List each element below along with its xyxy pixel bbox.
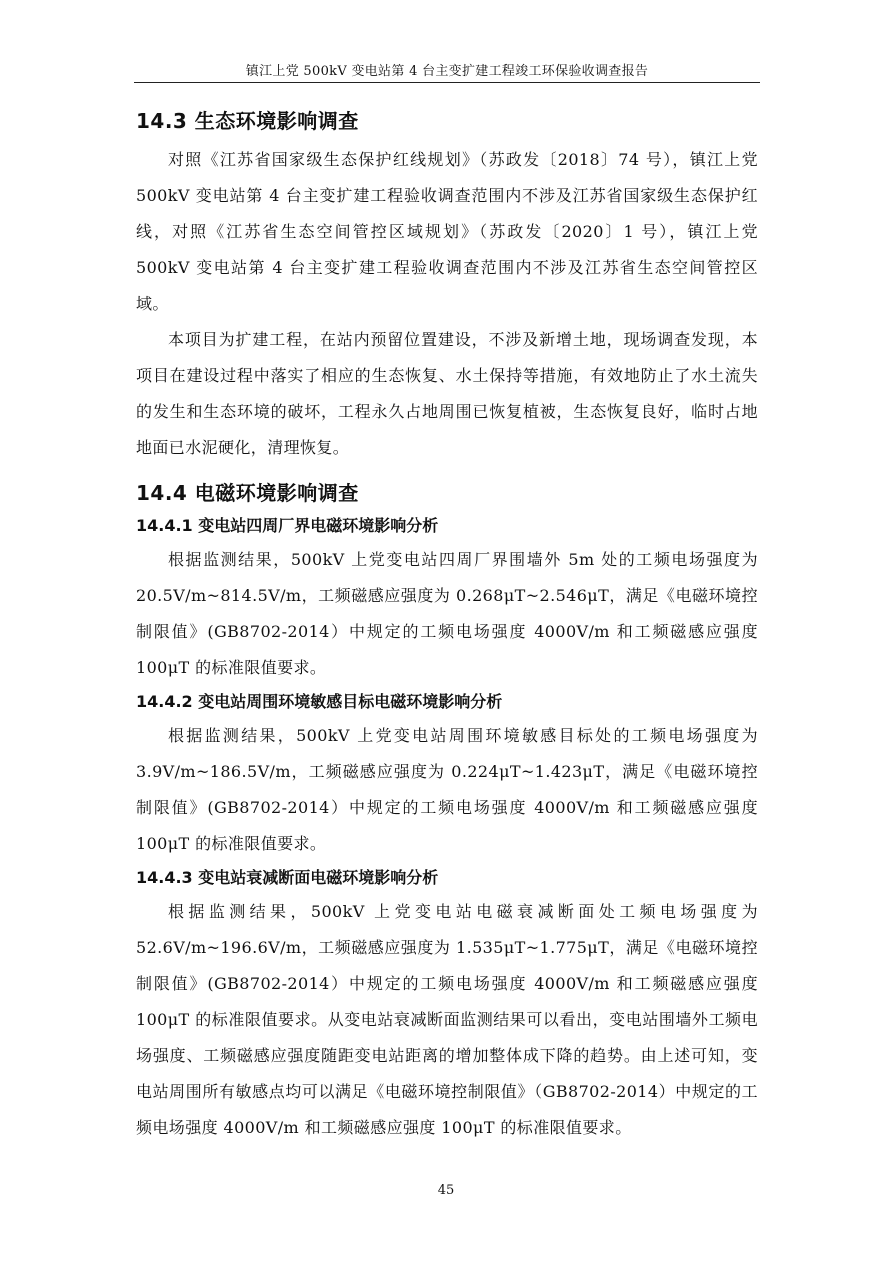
paragraph-boundary-analysis: 根据监测结果，500kV 上党变电站四周厂界围墙外 5m 处的工频电场强度为 20.5V/m~814.5V/m，工频磁感应强度为 0.268μT~2.546μT，满足《电磁环境控制限值》(GB8702-2014）中规定的工频电场强度 4000V/m 和工频磁感应强度 100μT 的标准限值要求。 (136, 550, 758, 677)
running-header: 镇江上党 500kV 变电站第 4 台主变扩建工程竣工环保验收调查报告 (245, 64, 649, 79)
paragraph-attenuation-analysis: 根据监测结果，500kV 上党变电站电磁衰减断面处工频电场强度为 52.6V/m~196.6V/m，工频磁感应强度为 1.535μT~1.775μT，满足《电磁环境控制限值》(GB8702-2014）中规定的工频电场强度 4000V/m 和工频磁感应强度 100μT 的标准限值要求。从变电站衰减断面监测结果可以看出，变电站围墙外工频电场强度、工频磁感应强度随距变电站距离的增加整体成下降的趋势。由上述可知，变电站周围所有敏感点均可以满足《电磁环境控制限值》（GB8702-2014）中规定的工频电场强度 4000V/m 和工频磁感应强度 100μT 的标准限值要求。 (136, 902, 758, 1137)
header-divider (134, 82, 760, 83)
paragraph-ecology-restoration: 本项目为扩建工程，在站内预留位置建设，不涉及新增土地，现场调查发现，本项目在建设过程中落实了相应的生态恢复、水土保持等措施，有效地防止了水土流失的发生和生态环境的破坏，工程永久占地周围已恢复植被，生态恢复良好，临时占地地面已水泥硬化，清理恢复。 (136, 330, 758, 457)
subsection-heading-14-4-1: 14.4.1 变电站四周厂界电磁环境影响分析 (136, 516, 439, 535)
paragraph-ecology-redline: 对照《江苏省国家级生态保护红线规划》（苏政发〔2018〕74 号），镇江上党 500kV 变电站第 4 台主变扩建工程验收调查范围内不涉及江苏省国家级生态保护红线，对照《江苏省生态空间管控区域规划》（苏政发〔2020〕1 号），镇江上党 500kV 变电站第 4 台主变扩建工程验收调查范围内不涉及江苏省生态空间管控区域。 (136, 150, 758, 313)
section-heading-14-3: 14.3 生态环境影响调查 (136, 109, 359, 133)
subsection-heading-14-4-3: 14.4.3 变电站衰减断面电磁环境影响分析 (136, 868, 439, 887)
section-heading-14-4: 14.4 电磁环境影响调查 (136, 481, 359, 505)
paragraph-sensitive-target-analysis: 根据监测结果，500kV 上党变电站周围环境敏感目标处的工频电场强度为 3.9V/m~186.5V/m，工频磁感应强度为 0.224μT~1.423μT，满足《电磁环境控制限值》(GB8702-2014）中规定的工频电场强度 4000V/m 和工频磁感应强度 100μT 的标准限值要求。 (136, 726, 758, 853)
page-number: 45 (437, 1183, 455, 1198)
page-body (136, 104, 758, 1146)
subsection-heading-14-4-2: 14.4.2 变电站周围环境敏感目标电磁环境影响分析 (136, 692, 503, 711)
